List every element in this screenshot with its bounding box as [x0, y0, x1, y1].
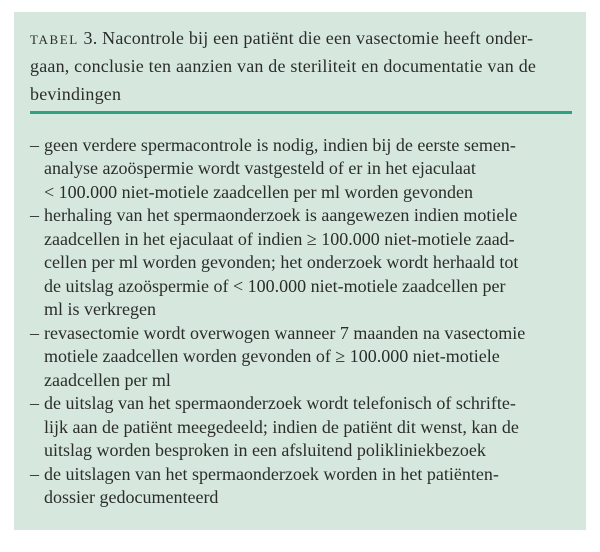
- list-item-line: revasectomie wordt overwogen wanneer 7 maanden na vasectomie: [44, 322, 526, 343]
- list-item-line: ml is verkregen: [44, 299, 156, 319]
- bullet-dash: –: [30, 134, 39, 155]
- list-item-line: de uitslagen van het spermaonderzoek worden in het patiënten-: [44, 463, 499, 484]
- list-item-line: analyse azoöspermie wordt vastgesteld of er in het ejaculaat: [44, 158, 476, 178]
- list-item-text: [44, 322, 572, 393]
- list-item-text: [44, 463, 572, 510]
- bullet-dash: –: [30, 393, 39, 413]
- list-item: [30, 322, 572, 393]
- list-item-line: cellen per ml worden gevonden; het onderzoek wordt herhaald tot: [44, 252, 519, 272]
- list-item-line: < 100.000 niet-motiele zaadcellen per ml worden gevonden: [44, 181, 474, 202]
- table-label: tabel: [30, 28, 79, 48]
- list-item-text: [44, 204, 572, 322]
- list-item-line: zaadcellen per ml: [44, 369, 171, 390]
- findings-list: [30, 134, 572, 510]
- list-item-line: de uitslag azoöspermie of < 100.000 niet-motiele zaadcellen per: [44, 275, 506, 296]
- caption-divider: [30, 111, 572, 114]
- list-item-text: [44, 392, 572, 463]
- table-caption: [30, 24, 572, 108]
- list-item-line: motiele zaadcellen worden gevonden of ≥ 100.000 niet-motiele: [44, 346, 500, 366]
- table-caption-line: bevindingen: [30, 84, 122, 104]
- table-caption-line: [30, 24, 572, 52]
- list-item: [30, 392, 572, 463]
- table-title-part1: Nacontrole bij een patiënt die een vasectomie heeft onder-: [102, 28, 534, 48]
- list-item-text: [44, 134, 572, 205]
- list-item-line: dossier gedocumenteerd: [44, 487, 219, 507]
- list-item: [30, 204, 572, 322]
- bullet-dash: –: [30, 205, 39, 225]
- table-caption-line: gaan, conclusie ten aanzien van de steriliteit en documentatie van de: [30, 56, 537, 76]
- table-card: [14, 12, 586, 530]
- list-item-line: zaadcellen in het ejaculaat of indien ≥ 100.000 niet-motiele zaad-: [44, 228, 515, 249]
- table-number: 3.: [83, 28, 98, 48]
- list-item: [30, 134, 572, 205]
- bullet-dash: –: [30, 463, 39, 484]
- list-item-line: uitslag worden besproken in een afsluitend polikliniekbezoek: [44, 440, 486, 460]
- list-item-line: herhaling van het spermaonderzoek is aangewezen indien motiele: [44, 205, 518, 225]
- bullet-dash: –: [30, 322, 39, 343]
- list-item-line: lijk aan de patiënt meegedeeld; indien de patiënt dit wenst, kan de: [44, 416, 519, 437]
- list-item-line: geen verdere spermacontrole is nodig, indien bij de eerste semen-: [44, 134, 516, 155]
- list-item: [30, 463, 572, 510]
- list-item-line: de uitslag van het spermaonderzoek wordt telefonisch of schrifte-: [44, 393, 516, 413]
